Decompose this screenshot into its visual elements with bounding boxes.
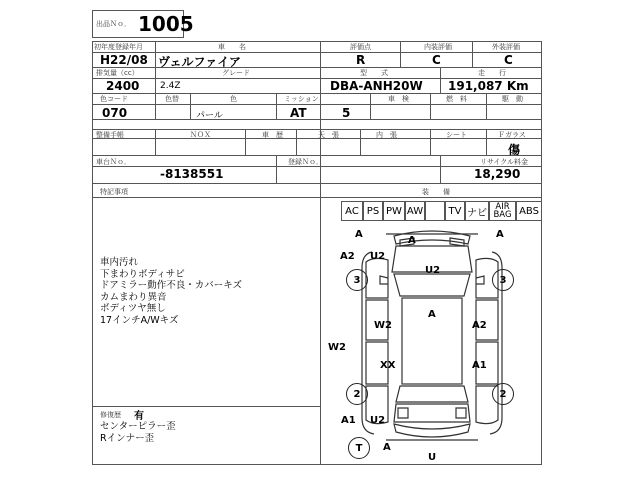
seat-label: シート bbox=[446, 131, 467, 139]
nox-label: ＮＯＸ bbox=[190, 131, 211, 139]
model-label: 型 式 bbox=[360, 69, 388, 77]
col-line bbox=[400, 41, 401, 67]
color-label: 色 bbox=[230, 95, 237, 103]
color-change-label: 色替 bbox=[165, 95, 179, 103]
lot-number: 1005 bbox=[138, 12, 194, 36]
col-line bbox=[486, 93, 487, 119]
equip-ps: PS bbox=[363, 201, 383, 221]
grade-value: 2.4Z bbox=[160, 81, 181, 91]
history-label: 車 歴 bbox=[262, 131, 283, 139]
equip-tv: TV bbox=[445, 201, 465, 221]
col-line bbox=[430, 129, 431, 155]
row-line bbox=[92, 183, 542, 184]
notes-label: 特記事項 bbox=[100, 188, 128, 196]
damage-mark: A bbox=[355, 229, 363, 240]
equip-navi: ナビ bbox=[465, 201, 489, 221]
tire-front-left: 3 bbox=[346, 269, 368, 291]
damage-mark: U2 bbox=[370, 251, 386, 262]
recycle-fee-value: 18,290 bbox=[474, 167, 521, 181]
tire-rear-right: 2 bbox=[492, 383, 514, 405]
equip-abs: ABS bbox=[516, 201, 542, 221]
mileage-value: 191,087 Km bbox=[448, 79, 529, 93]
interior-score-label: 内装評価 bbox=[424, 43, 452, 51]
row-line bbox=[92, 129, 542, 130]
equip-airbag: AIR BAG bbox=[489, 201, 516, 221]
repair-label: 修復歴 bbox=[100, 411, 121, 419]
equip-aw: AW bbox=[405, 201, 425, 221]
col-line bbox=[430, 93, 431, 119]
exterior-score-label: 外装評価 bbox=[492, 43, 520, 51]
note-line: ドアミラー動作不良・カバーキズ bbox=[100, 280, 243, 291]
damage-mark: A bbox=[496, 229, 504, 240]
damage-mark: U2 bbox=[425, 265, 441, 276]
note-line: 車内汚れ bbox=[100, 257, 139, 268]
col-line bbox=[296, 129, 297, 155]
col-line bbox=[440, 67, 441, 93]
tire-front-right: 3 bbox=[492, 269, 514, 291]
lot-label: 出品Ｎｏ． bbox=[96, 20, 131, 28]
repair-line: センターピラー歪 bbox=[100, 421, 176, 432]
note-line: 17インチA/Wキズ bbox=[100, 314, 179, 326]
damage-mark: A1 bbox=[341, 415, 356, 426]
drive-label: 駆 動 bbox=[502, 95, 523, 103]
grade-label: グレード bbox=[222, 69, 250, 77]
col-line bbox=[486, 129, 487, 155]
chassis-value: -8138551 bbox=[160, 167, 224, 181]
row-line bbox=[92, 138, 542, 139]
repair-line: Rインナー歪 bbox=[100, 432, 155, 444]
damage-mark: A bbox=[428, 309, 436, 320]
repair-list bbox=[100, 421, 176, 444]
damage-mark: U2 bbox=[370, 415, 386, 426]
car-name-value: ヴェルファイア bbox=[158, 55, 241, 69]
glass-value: 傷 bbox=[508, 143, 521, 157]
inspection-label: 車 検 bbox=[388, 95, 409, 103]
color-value: パール bbox=[196, 111, 223, 121]
row-line bbox=[92, 406, 320, 407]
car-name-label: 車 名 bbox=[218, 43, 246, 51]
damage-mark: W2 bbox=[374, 320, 392, 331]
roof-label: 天 張 bbox=[318, 131, 339, 139]
damage-mark: A1 bbox=[472, 360, 487, 371]
score-label: 評価点 bbox=[350, 43, 371, 51]
damage-mark: U bbox=[428, 452, 437, 463]
equip-pw: PW bbox=[383, 201, 405, 221]
row-line bbox=[92, 155, 542, 156]
equip-ac: AC bbox=[341, 201, 363, 221]
color-code-value: 070 bbox=[102, 106, 128, 120]
row-line bbox=[92, 197, 542, 198]
tire-rear-left: 2 bbox=[346, 383, 368, 405]
col-line bbox=[276, 155, 277, 183]
col-line bbox=[155, 129, 156, 155]
fuel-label: 燃 料 bbox=[446, 95, 467, 103]
repair-value: 有 bbox=[134, 411, 144, 422]
note-line: 下まわりボディサビ bbox=[100, 268, 185, 280]
col-line bbox=[320, 41, 321, 465]
service-book-label: 整備手帳 bbox=[96, 131, 124, 139]
chassis-label: 車台Ｎｏ． bbox=[96, 158, 131, 166]
interior-score-value: C bbox=[432, 53, 441, 67]
reg-date-label: 初年度登録年月 bbox=[94, 43, 143, 51]
displacement-label: 排気量（cc） bbox=[96, 69, 139, 77]
displacement-value: 2400 bbox=[106, 79, 140, 93]
note-line: ボディツヤ無し bbox=[100, 303, 166, 314]
reg-date-value: H22/08 bbox=[100, 53, 148, 67]
model-value: DBA-ANH20W bbox=[330, 79, 423, 93]
inspection-value: 5 bbox=[342, 106, 351, 120]
reg-number-label: 登録Ｎｏ． bbox=[288, 158, 323, 166]
mission-value: AT bbox=[290, 106, 307, 120]
glass-label: Ｆガラス bbox=[498, 131, 526, 139]
col-line bbox=[276, 93, 277, 119]
note-line: カムまわり異音 bbox=[100, 291, 167, 303]
damage-mark: A bbox=[408, 235, 416, 246]
exterior-score-value: C bbox=[504, 53, 513, 67]
damage-mark: A2 bbox=[472, 320, 487, 331]
col-line bbox=[245, 129, 246, 155]
equipment-label: 装 備 bbox=[422, 188, 450, 196]
recycle-fee-label: リサイクル料金 bbox=[480, 158, 529, 166]
damage-mark: A bbox=[383, 442, 391, 453]
col-line bbox=[190, 93, 191, 119]
row-line bbox=[92, 119, 542, 120]
damage-mark: A2 bbox=[340, 251, 355, 262]
score-value: R bbox=[356, 53, 366, 67]
col-line bbox=[370, 93, 371, 119]
damage-mark: W2 bbox=[328, 342, 346, 353]
col-line bbox=[472, 41, 473, 67]
equip-blank bbox=[425, 201, 445, 221]
interior-trim-label: 内 張 bbox=[376, 131, 397, 139]
col-line bbox=[155, 41, 156, 119]
col-line bbox=[360, 129, 361, 155]
damage-mark: XX bbox=[380, 360, 396, 371]
spare-tire: T bbox=[348, 437, 370, 459]
notes-list bbox=[100, 257, 242, 326]
row-line bbox=[92, 104, 542, 105]
color-code-label: 色コード bbox=[100, 95, 128, 103]
mission-label: ミッション bbox=[284, 95, 319, 103]
col-line bbox=[440, 155, 441, 183]
mileage-label: 走 行 bbox=[478, 69, 506, 77]
